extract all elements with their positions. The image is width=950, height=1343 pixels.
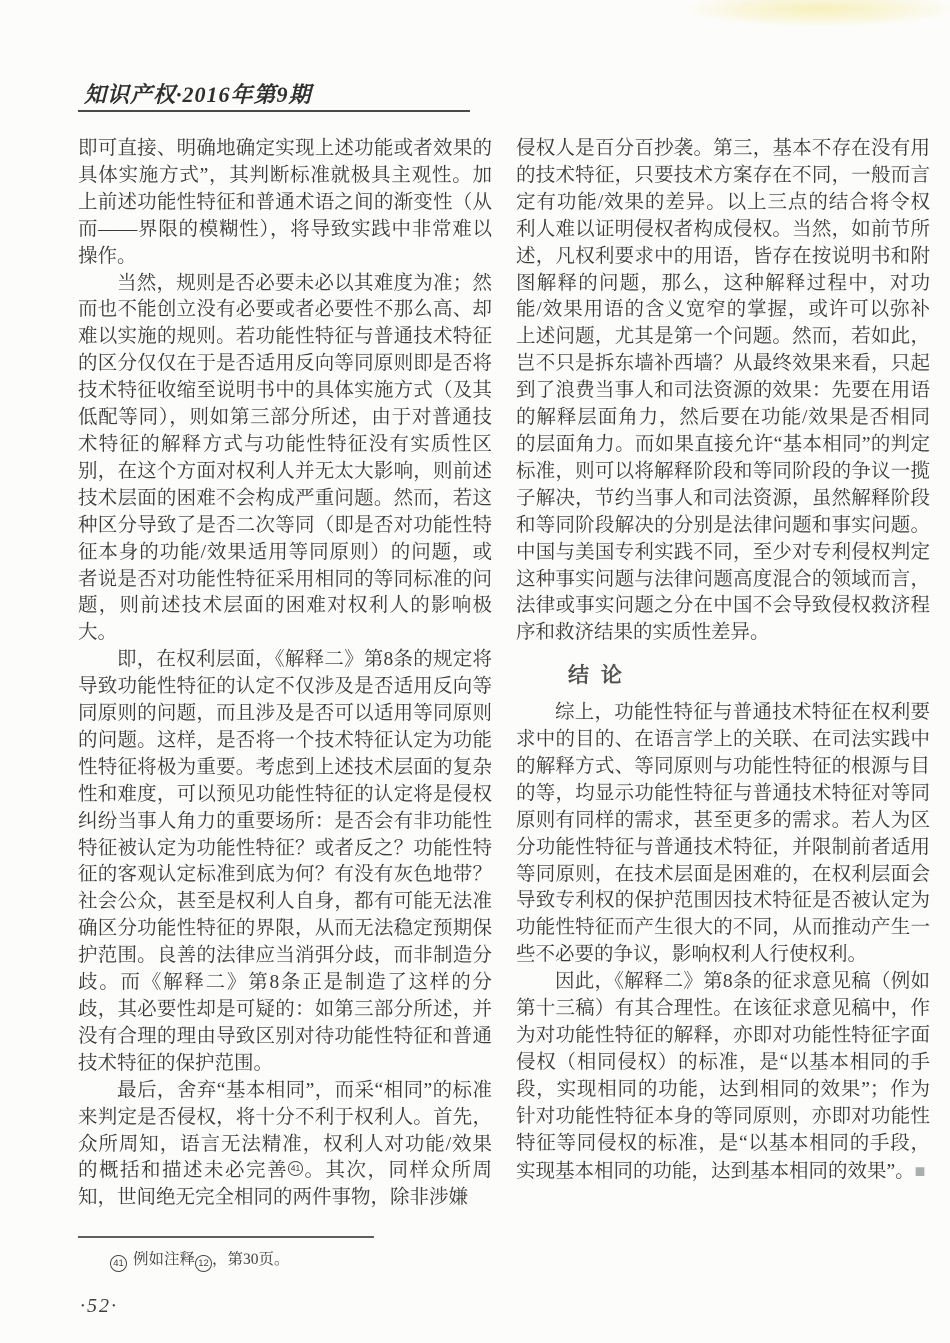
- paragraph-continuation: 即可直接、明确地确定实现上述功能或者效果的具体实施方式”，其判断标准就极具主观性。加上前述功能性特征和普通术语之间的渐变性（从而——界限的模糊性），将导致实践中非常难以操作。: [78, 138, 492, 267]
- journal-header-title: 知识产权·2016年第9期: [84, 82, 312, 107]
- scan-smudge-artifact: [690, 0, 950, 26]
- article-end-mark: ■: [914, 1160, 926, 1181]
- paragraph: 当然，规则是否必要未必以其难度为准；然而也不能创立没有必要或者必要性不那么高、却难以实施的规则。若功能性特征与普通技术特征的区分仅仅在于是否适用反向等同原则即是否将技术特征收缩至说明书中的具体实施方式（及其低配等同），则如第三部分所述，由于对普通技术特征的解释方式与功能性特征没有实质性区别，在这个方面对权利人并无太大影响，则前述技术层面的困难不会构成严重问题。然而，若这种区分导致了是否二次等同（即是否对功能性特征本身的功能/效果适用等同原则）的问题，或者说是否对功能性特征采用相同的等同标准的问题，则前述技术层面的困难对权利人的影响极大。: [78, 272, 492, 644]
- footnote-marker-41: 41: [110, 1255, 127, 1272]
- paragraph-text: 。其次，同样众所周知，世间绝无完全相同的两件事物，除非涉嫌: [78, 1160, 492, 1209]
- header-rule: [78, 110, 470, 112]
- footnote: [110, 1247, 290, 1272]
- paragraph-text: 因此，《解释二》第8条的征求意见稿（例如第十三稿）有其合理性。在该征求意见稿中，作为对功能性特征的解释，亦即对功能性特征字面侵权（相同侵权）的标准，是“以基本相同的手段，实现相同的功能，达到相同的效果”；作为针对功能性特征本身的等同原则，亦即对功能性特征等同侵权的标准，是“以基本相同的手段，实现基本相同的功能，达到基本相同的效果”。: [516, 971, 930, 1182]
- footnote-separator: [78, 1236, 374, 1238]
- page-number: ·52·: [80, 1295, 118, 1317]
- left-column: [78, 136, 492, 1212]
- paragraph: 综上，功能性特征与普通技术特征在权利要求中的目的、在语言学上的关联、在司法实践中的解释方式、等同原则与功能性特征的根源与目的等，均显示功能性特征与普通技术特征对等同原则有同样的需求，甚至更多的需求。若人为区分功能性特征与普通技术特征，并限制前者适用等同原则，在技术层面是困难的，在权利层面会导致专利权的保护范围因技术特征是否被认定为功能性特征而产生很大的不同，从而推动产生一些不必要的争议，影响权利人行使权利。: [516, 702, 930, 966]
- footnote-text: ，第30页。: [212, 1251, 290, 1268]
- paragraph: 即，在权利层面，《解释二》第8条的规定将导致功能性特征的认定不仅涉及是否适用反向等同原则的问题，而且涉及是否可以适用等同原则的问题。这样，是否将一个技术特征认定为功能性特征将极为重要。考虑到上述技术层面的复杂性和难度，可以预见功能性特征的认定将是侵权纠纷当事人角力的重要场所：是否会有非功能性特征被认定为功能性特征？或者反之？功能性特征的客观认定标准到底为何？有没有灰色地带？社会公众，甚至是权利人自身，都有可能无法准确区分功能性特征的界限，从而无法稳定预期保护范围。良善的法律应当消弭分歧，而非制造分歧。而《解释二》第8条正是制造了这样的分歧，其必要性却是可疑的：如第三部分所述，并没有合理的理由导致区别对待功能性特征和普通技术特征的保护范围。: [78, 649, 492, 1074]
- right-column: [516, 136, 930, 1185]
- paragraph-continuation: 侵权人是百分百抄袭。第三，基本不存在没有用的技术特征，只要技术方案存在不同，一般而言定有功能/效果的差异。以上三点的结合将令权利人难以证明侵权者构成侵权。当然，如前节所述，凡权利要求中的用语，皆存在按说明书和附图解释的问题，那么，这种解释过程中，对功能/效果用语的含义宽窄的掌握，或许可以弥补上述问题，尤其是第一个问题。然而，若如此，岂不只是拆东墙补西墙？从最终效果来看，只起到了浪费当事人和司法资源的效果：先要在用语的解释层面角力，然后要在功能/效果是否相同的层面角力。而如果直接允许“基本相同”的判定标准，则可以将解释阶段和等同阶段的争议一揽子解决，节约当事人和司法资源，虽然解释阶段和等同阶段解决的分别是法律问题和事实问题。中国与美国专利实践不同，至少对专利侵权判定这种事实问题与法律问题高度混合的领域而言，法律或事实问题之分在中国不会导致侵权救济程序和救济结果的实质性差异。: [516, 138, 930, 644]
- paragraph-with-footnote: [78, 1078, 492, 1213]
- paragraph-text: 最后，舍弃“基本相同”，而采“相同”的标准来判定是否侵权，将十分不利于权利人。首先，众所周知，语言无法精准，权利人对功能/效果的概括和描述未必完善: [78, 1079, 492, 1182]
- footnote-citation-12: 12: [195, 1255, 212, 1272]
- footnote-reference-41: 41: [288, 1161, 303, 1176]
- conclusion-heading: 结 论: [568, 664, 625, 688]
- footnote-text: 例如注释: [133, 1251, 196, 1268]
- paragraph-final: [516, 969, 930, 1185]
